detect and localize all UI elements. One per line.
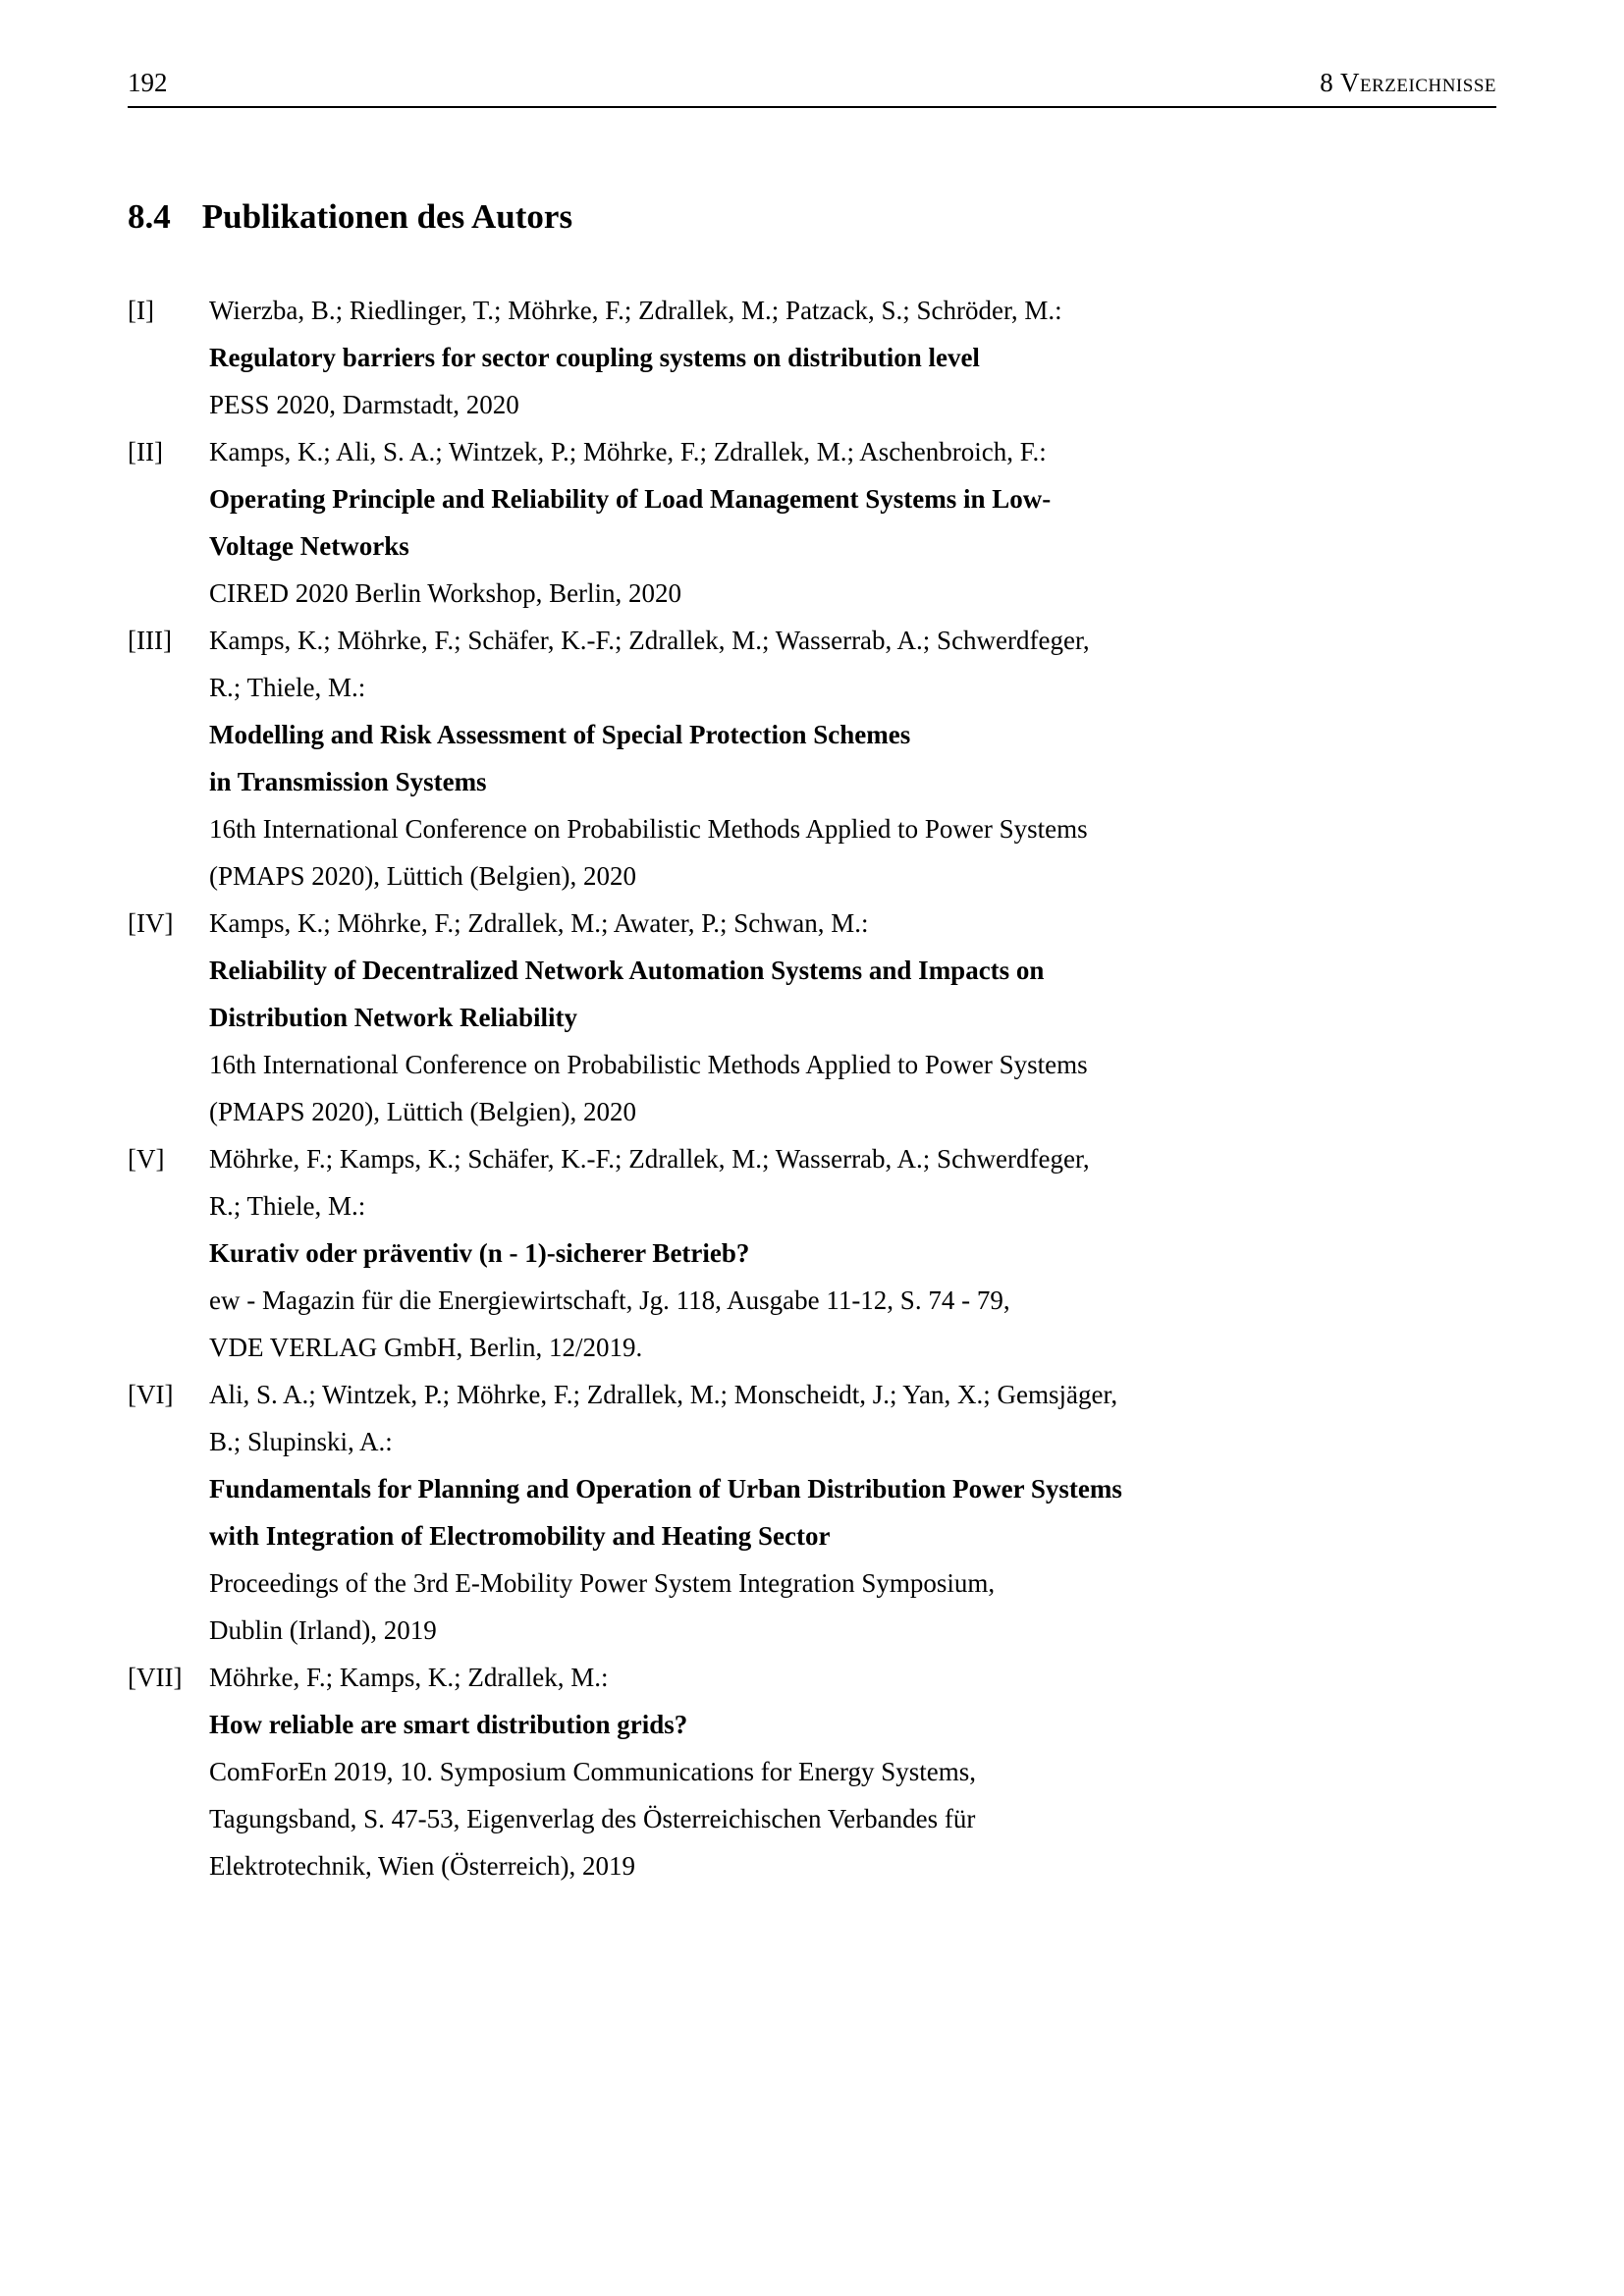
publication-venue-line: Dublin (Irland), 2019 [209,1615,437,1646]
publication-title-line: Voltage Networks [209,531,409,562]
publication-title-line: Distribution Network Reliability [209,1003,577,1033]
publication-label: [IV] [128,908,174,939]
publication-label: [II] [128,437,163,467]
publication-label: [V] [128,1144,165,1175]
publication-venue-line: CIRED 2020 Berlin Workshop, Berlin, 2020 [209,578,682,609]
publication-title-line: How reliable are smart distribution grids? [209,1710,688,1740]
publication-venue-line: Proceedings of the 3rd E-Mobility Power System Integration Symposium, [209,1568,996,1599]
publication-venue-line: (PMAPS 2020), Lüttich (Belgien), 2020 [209,1097,636,1127]
section-number: 8.4 [128,196,171,236]
publication-venue-line: PESS 2020, Darmstadt, 2020 [209,390,519,420]
publication-venue-line: 16th International Conference on Probabilistic Methods Applied to Power Systems [209,814,1088,845]
publication-title-line: Reliability of Decentralized Network Automation Systems and Impacts on [209,956,1045,986]
publication-authors-line: B.; Slupinski, A.: [209,1427,393,1457]
publication-entry [128,900,1496,1135]
running-header [128,0,1496,108]
publication-authors-line: Kamps, K.; Möhrke, F.; Zdrallek, M.; Awater, P.; Schwan, M.: [209,908,869,939]
section-heading [128,198,1496,237]
publication-venue-line: ew - Magazin für die Energiewirtschaft, Jg. 118, Ausgabe 11-12, S. 74 - 79, [209,1285,1010,1316]
publication-venue-line: ComForEn 2019, 10. Symposium Communications for Energy Systems, [209,1757,977,1787]
publication-authors-line: Kamps, K.; Ali, S. A.; Wintzek, P.; Möhrke, F.; Zdrallek, M.; Aschenbroich, F.: [209,437,1047,467]
publication-venue-line: 16th International Conference on Probabilistic Methods Applied to Power Systems [209,1050,1088,1080]
publication-authors-line: Möhrke, F.; Kamps, K.; Schäfer, K.-F.; Zdrallek, M.; Wasserrab, A.; Schwerdfeger, [209,1144,1090,1175]
publication-body [209,428,1496,617]
publication-body [209,1371,1496,1654]
publication-label: [III] [128,626,172,656]
publication-entry [128,428,1496,617]
publication-title-line: Regulatory barriers for sector coupling systems on distribution level [209,343,980,373]
publication-title-line: in Transmission Systems [209,767,487,797]
publication-label: [VII] [128,1663,183,1693]
publication-title-line: Kurativ oder präventiv (n - 1)-sicherer Betrieb? [209,1238,750,1269]
publication-venue-line: Elektrotechnik, Wien (Österreich), 2019 [209,1851,636,1882]
publication-authors-line: Kamps, K.; Möhrke, F.; Schäfer, K.-F.; Zdrallek, M.; Wasserrab, A.; Schwerdfeger, [209,626,1090,656]
publication-title-line: with Integration of Electromobility and Heating Sector [209,1521,831,1552]
publication-venue-line: (PMAPS 2020), Lüttich (Belgien), 2020 [209,861,636,892]
publication-body [209,900,1496,1135]
publication-authors-line: Ali, S. A.; Wintzek, P.; Möhrke, F.; Zdrallek, M.; Monscheidt, J.; Yan, X.; Gemsjäger, [209,1380,1118,1410]
publication-entry [128,1135,1496,1371]
publication-venue-line: VDE VERLAG GmbH, Berlin, 12/2019. [209,1333,643,1363]
publication-authors-line: R.; Thiele, M.: [209,673,366,703]
publication-title-line: Operating Principle and Reliability of Load Management Systems in Low- [209,484,1052,515]
publication-body [209,1135,1496,1371]
publication-entry [128,1654,1496,1889]
publications-list [128,287,1496,1889]
publication-body [209,1654,1496,1889]
publication-venue-line: Tagungsband, S. 47-53, Eigenverlag des Österreichischen Verbandes für [209,1804,976,1834]
publication-authors-line: Wierzba, B.; Riedlinger, T.; Möhrke, F.; Zdrallek, M.; Patzack, S.; Schröder, M.: [209,296,1062,326]
publication-body [209,617,1496,900]
page-number: 192 [128,68,168,97]
publication-authors-line: R.; Thiele, M.: [209,1191,366,1222]
publication-title-line: Modelling and Risk Assessment of Special Protection Schemes [209,720,911,750]
publication-label: [I] [128,296,154,326]
publication-body [209,287,1496,428]
publication-label: [VI] [128,1380,174,1410]
publication-entry [128,1371,1496,1654]
publication-entry [128,617,1496,900]
section-title: Publikationen des Autors [201,196,573,236]
publication-authors-line: Möhrke, F.; Kamps, K.; Zdrallek, M.: [209,1663,609,1693]
running-chapter-heading: 8 Verzeichnisse [1320,68,1496,97]
publication-entry [128,287,1496,428]
publication-title-line: Fundamentals for Planning and Operation of Urban Distribution Power Systems [209,1474,1122,1504]
